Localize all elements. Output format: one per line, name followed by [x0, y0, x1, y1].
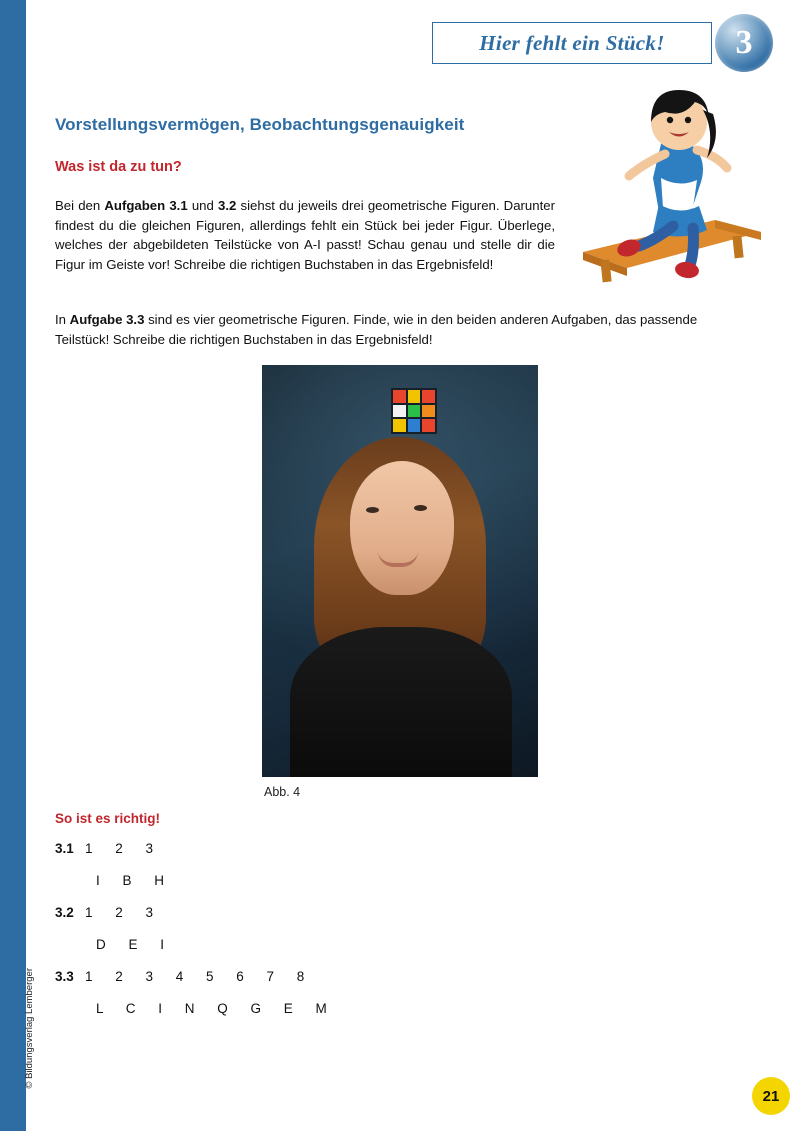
answer-row-letters-3-3	[55, 1001, 336, 1016]
answer-row-letters-3-1	[55, 873, 174, 888]
photo-body	[290, 627, 512, 777]
answer-numbers-3-2: 1 2 3	[85, 905, 163, 920]
photo-eye-right	[414, 505, 427, 511]
page-spine	[0, 0, 26, 1131]
cube-tile	[422, 405, 435, 418]
section-subheading: Was ist da zu tun?	[55, 159, 182, 175]
answer-label-3-2: 3.2	[55, 905, 74, 920]
photo-face	[350, 461, 454, 595]
figure-photo	[262, 365, 538, 777]
cube-tile	[393, 390, 406, 403]
page-number-badge: 21	[752, 1077, 790, 1115]
header-banner-title: Hier fehlt ein Stück!	[479, 30, 665, 55]
answer-label-3-1: 3.1	[55, 841, 74, 856]
photo-canvas	[262, 365, 538, 777]
answer-row-numbers-3-2	[55, 905, 163, 920]
page-title: Vorstellungsvermögen, Beobachtungsgenauigkeit	[55, 115, 465, 134]
chapter-number-badge: 3	[715, 14, 773, 72]
answer-numbers-3-3: 1 2 3 4 5 6 7 8	[85, 969, 314, 984]
answer-label-3-3: 3.3	[55, 969, 74, 984]
cube-tile	[408, 390, 421, 403]
instructions-paragraph-1: Bei den Aufgaben 3.1 und 3.2 siehst du jeweils drei geometrische Figuren. Darunter findest du die gleichen Figuren, allerdings fehlt ein Stück bei jeder Figur. Überlege, welches der abgebildeten Teilstücke von A-I passt! Schau genau und stelle dir die Figur im Geiste vor! Schreibe die richtigen Buchstaben in das Ergebnisfeld!	[55, 198, 555, 272]
answer-letters-3-3: L C I N Q G E M	[96, 1001, 337, 1016]
mascot-illustration	[565, 70, 765, 285]
answer-numbers-3-1: 1 2 3	[85, 841, 163, 856]
rubiks-cube-icon	[391, 388, 437, 434]
figure-caption: Abb. 4	[264, 785, 301, 799]
cube-tile	[393, 405, 406, 418]
cube-tile	[422, 390, 435, 403]
cube-tile	[408, 405, 421, 418]
answer-letters-3-1: I B H	[96, 873, 174, 888]
photo-eye-left	[366, 507, 379, 513]
answer-row-numbers-3-1	[55, 841, 163, 856]
answer-letters-3-2: D E I	[96, 937, 174, 952]
answers-title: So ist es richtig!	[55, 811, 161, 826]
answer-row-numbers-3-3	[55, 969, 314, 984]
answer-row-letters-3-2	[55, 937, 174, 952]
cube-tile	[422, 419, 435, 432]
cube-tile	[408, 419, 421, 432]
instructions-paragraph-2: In Aufgabe 3.3 sind es vier geometrische Figuren. Finde, wie in den beiden anderen Aufgaben, das passende Teilstück! Schreibe die richtigen Buchstaben in das Ergebnisfeld!	[55, 312, 698, 347]
cube-tile	[393, 419, 406, 432]
copyright-notice: © Bildungsverlag Lemberger	[24, 968, 35, 1089]
